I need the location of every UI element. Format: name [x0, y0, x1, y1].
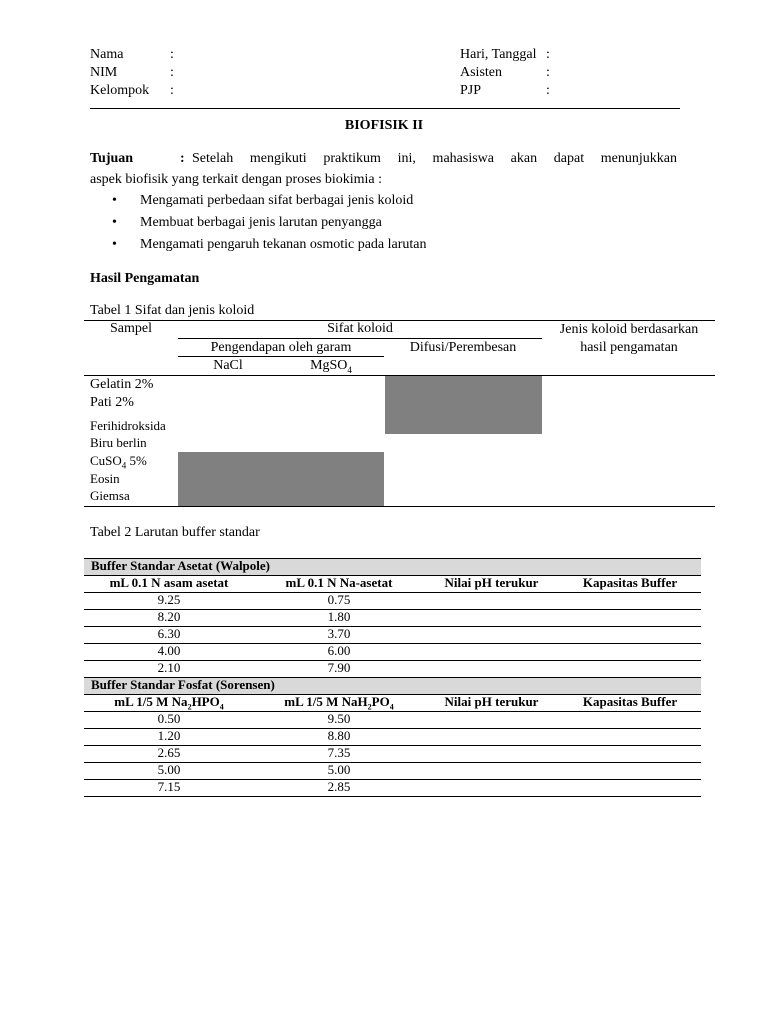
asetat-na-value: 6.00 [327, 643, 351, 658]
table-row [84, 660, 701, 676]
asetat-header-kapasitas: Kapasitas Buffer [582, 575, 678, 590]
fosfat-nah2po4-value: 9.50 [327, 711, 351, 726]
table1-header-difusi: Difusi/Perembesan [409, 340, 517, 355]
table-row [84, 779, 701, 795]
fosfat-header-kapasitas: Kapasitas Buffer [582, 694, 678, 709]
table1-caption: Tabel 1 Sifat dan jenis koloid [90, 303, 255, 318]
header-text: mL 1/5 M Na [114, 694, 188, 709]
table1-bottom-rule [84, 506, 715, 507]
table1-header-pengendapan: Pengendapan oleh garam [210, 340, 352, 355]
table1-header-sampel: Sampel [110, 321, 152, 336]
asetat-na-value: 0.75 [327, 592, 351, 607]
table1-row-giemsa: Giemsa [90, 488, 130, 503]
fosfat-na2hpo4-value: 0.50 [157, 711, 181, 726]
fosfat-title-row [84, 677, 701, 693]
asetat-asam-value: 2.10 [157, 660, 181, 675]
asisten-colon: : [546, 65, 550, 80]
fosfat-na2hpo4-value: 5.00 [157, 762, 181, 777]
asetat-asam-value: 6.30 [157, 626, 181, 641]
table-row [84, 711, 701, 727]
asetat-na-value: 7.90 [327, 660, 351, 675]
asetat-header-asam: mL 0.1 N asam asetat [109, 575, 229, 590]
table-row [84, 626, 701, 642]
header-sub: 2 [187, 702, 192, 712]
cuso4-suffix: 5% [126, 453, 147, 468]
header-text: HPO [191, 694, 220, 709]
table1-shaded-pengendapan [178, 452, 384, 506]
header-divider [90, 108, 680, 109]
table-row [84, 609, 701, 625]
cuso4-sub: 4 [121, 460, 127, 471]
nim-colon: : [170, 65, 174, 80]
table1-row-eosin: Eosin [90, 471, 120, 486]
asetat-asam-value: 4.00 [157, 643, 181, 658]
table-row [84, 762, 701, 778]
asetat-header-row [84, 575, 701, 591]
bullet-icon: • [112, 193, 117, 208]
header-text: mL 1/5 M NaH [284, 694, 368, 709]
page-title: BIOFISIK II [344, 118, 424, 133]
table1-shaded-difusi [385, 376, 542, 434]
fosfat-nah2po4-value: 5.00 [327, 762, 351, 777]
asetat-asam-value: 8.20 [157, 609, 181, 624]
hari-tanggal-colon: : [546, 47, 550, 62]
table1-row-pati: Pati 2% [90, 395, 134, 410]
tujuan-label: Tujuan [90, 151, 134, 166]
tujuan-text-line1: Setelah mengikuti praktikum ini, mahasiswa akan dapat menunjukkan [192, 151, 677, 166]
tujuan-colon: : [180, 151, 185, 166]
asetat-header-ph: Nilai pH terukur [444, 575, 539, 590]
asetat-na-value: 1.80 [327, 609, 351, 624]
pjp-label: PJP [460, 83, 482, 98]
cuso4-base: CuSO [90, 453, 122, 468]
asetat-na-value: 3.70 [327, 626, 351, 641]
tujuan-bullet-3-text: Mengamati pengaruh tekanan osmotic pada larutan [140, 237, 427, 252]
bullet-icon: • [112, 215, 117, 230]
fosfat-nah2po4-value: 8.80 [327, 728, 351, 743]
header-sub: 2 [367, 702, 372, 712]
fosfat-title: Buffer Standar Fosfat (Sorensen) [91, 677, 275, 692]
kelompok-colon: : [170, 83, 174, 98]
asisten-label: Asisten [460, 65, 502, 80]
table2-caption: Tabel 2 Larutan buffer standar [90, 525, 260, 540]
asetat-title: Buffer Standar Asetat (Walpole) [91, 558, 270, 573]
table-row [84, 745, 701, 761]
table1-header-jenis-line2: hasil pengamatan [580, 340, 678, 355]
nama-label: Nama [90, 47, 124, 62]
hari-tanggal-label: Hari, Tanggal [460, 47, 537, 62]
fosfat-na2hpo4-value: 1.20 [157, 728, 181, 743]
nim-label: NIM [90, 65, 118, 80]
hari-tanggal-field [460, 46, 580, 64]
header-text: PO [371, 694, 390, 709]
fosfat-na2hpo4-value: 2.65 [157, 745, 181, 760]
table1-header-jenis-line1: Jenis koloid berdasarkan [559, 322, 699, 337]
table-row [84, 643, 701, 659]
asetat-title-row [84, 558, 701, 574]
header-sub: 4 [219, 702, 224, 712]
pjp-field [460, 82, 580, 100]
mgso4-base: MgSO [310, 358, 348, 373]
table-row [84, 728, 701, 744]
fosfat-nah2po4-value: 2.85 [327, 779, 351, 794]
tujuan-bullet-2-text: Membuat berbagai jenis larutan penyangga [140, 215, 382, 230]
table1-row-ferihidroksida: Ferihidroksida [90, 418, 166, 433]
nama-colon: : [170, 47, 174, 62]
pjp-colon: : [546, 83, 550, 98]
table1-header-jenis-koloid [542, 321, 716, 357]
header-sub: 4 [389, 702, 394, 712]
tujuan-text-line2: aspek biofisik yang terkait dengan proses biokimia : [90, 172, 382, 187]
tujuan-bullet-1-text: Mengamati perbedaan sifat berbagai jenis koloid [140, 193, 414, 208]
asetat-header-na: mL 0.1 N Na-asetat [285, 575, 393, 590]
table1-row-biru-berlin: Biru berlin [90, 435, 147, 450]
fosfat-nah2po4-value: 7.35 [327, 745, 351, 760]
kelompok-label: Kelompok [90, 83, 150, 98]
fosfat-header-row [84, 694, 701, 710]
table1-header-nacl: NaCl [213, 358, 243, 373]
mgso4-sub: 4 [347, 364, 352, 375]
table1-header-sifat-koloid: Sifat koloid [327, 321, 393, 336]
fosfat-na2hpo4-value: 7.15 [157, 779, 181, 794]
hasil-pengamatan-heading: Hasil Pengamatan [90, 271, 200, 286]
table1-row-gelatin: Gelatin 2% [90, 377, 154, 392]
bullet-icon: • [112, 237, 117, 252]
fosfat-header-ph: Nilai pH terukur [444, 694, 539, 709]
table-row [84, 592, 701, 608]
asisten-field [460, 64, 580, 82]
table2-bottom-rule [84, 796, 701, 797]
asetat-asam-value: 9.25 [157, 592, 181, 607]
